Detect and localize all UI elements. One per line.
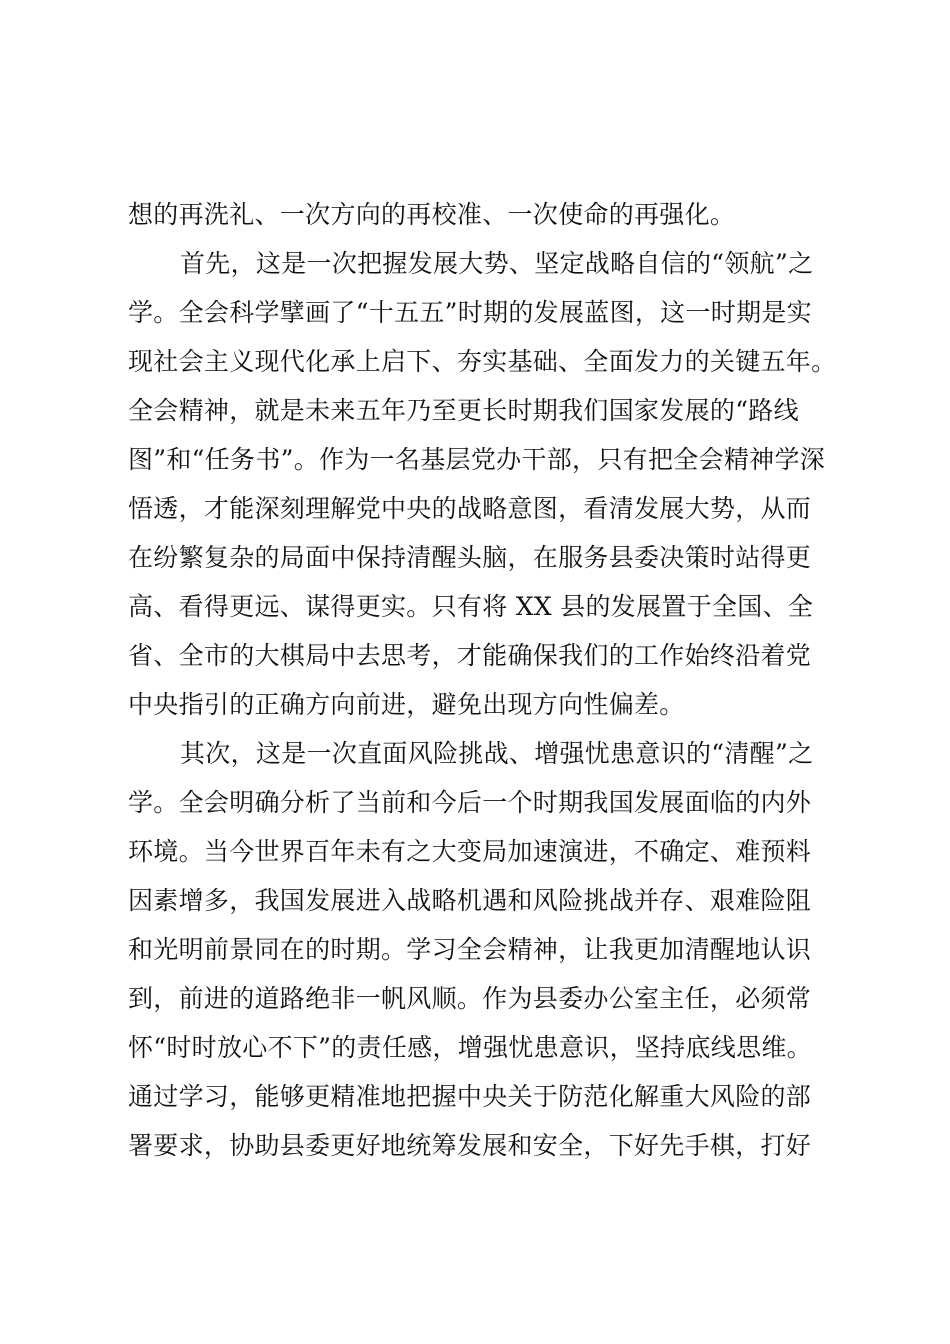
paragraph-start-line: 首先，这是一次把握发展大势、坚定战略自信的“领航”之	[180, 249, 814, 278]
text-line: 通过学习，能够更精准地把握中央关于防范化解重大风险的部	[128, 1082, 812, 1111]
text-line: 到，前进的道路绝非一帆风顺。作为县委办公室主任，必须常	[128, 984, 812, 1013]
text-line: 想的再洗礼、一次方向的再校准、一次使命的再强化。	[128, 200, 736, 229]
text-line: 学。全会明确分析了当前和今后一个时期我国发展面临的内外	[128, 788, 812, 817]
text-line: 现社会主义现代化承上启下、夯实基础、全面发力的关键五年。	[128, 347, 837, 376]
text-line: 署要求，协助县委更好地统筹发展和安全，下好先手棋，打好	[128, 1131, 812, 1160]
text-line: 悟透，才能深刻理解党中央的战略意图，看清发展大势，从而	[128, 494, 812, 523]
paragraph-start-line: 其次，这是一次直面风险挑战、增强忧患意识的“清醒”之	[180, 739, 814, 768]
text-line: 和光明前景同在的时期。学习全会精神，让我更加清醒地认识	[128, 935, 812, 964]
text-line: 在纷繁复杂的局面中保持清醒头脑，在服务县委决策时站得更	[128, 543, 812, 572]
text-line: 省、全市的大棋局中去思考，才能确保我们的工作始终沿着党	[128, 641, 812, 670]
text-line: 高、看得更远、谋得更实。只有将 XX 县的发展置于全国、全	[128, 592, 814, 621]
body-text	[128, 190, 837, 1170]
text-line: 怀“时时放心不下”的责任感，增强忧患意识，坚持底线思维。	[128, 1033, 812, 1062]
text-line: 全会精神，就是未来五年乃至更长时期我们国家发展的“路线	[128, 396, 799, 425]
text-line: 环境。当今世界百年未有之大变局加速演进，不确定、难预料	[128, 837, 812, 866]
text-line: 图”和“任务书”。作为一名基层党办干部，只有把全会精神学深	[128, 445, 826, 474]
text-line: 因素增多，我国发展进入战略机遇和风险挑战并存、艰难险阻	[128, 886, 812, 915]
text-line: 中央指引的正确方向前进，避免出现方向性偏差。	[128, 690, 685, 719]
text-line: 学。全会科学擘画了“十五五”时期的发展蓝图，这一时期是实	[128, 298, 812, 327]
